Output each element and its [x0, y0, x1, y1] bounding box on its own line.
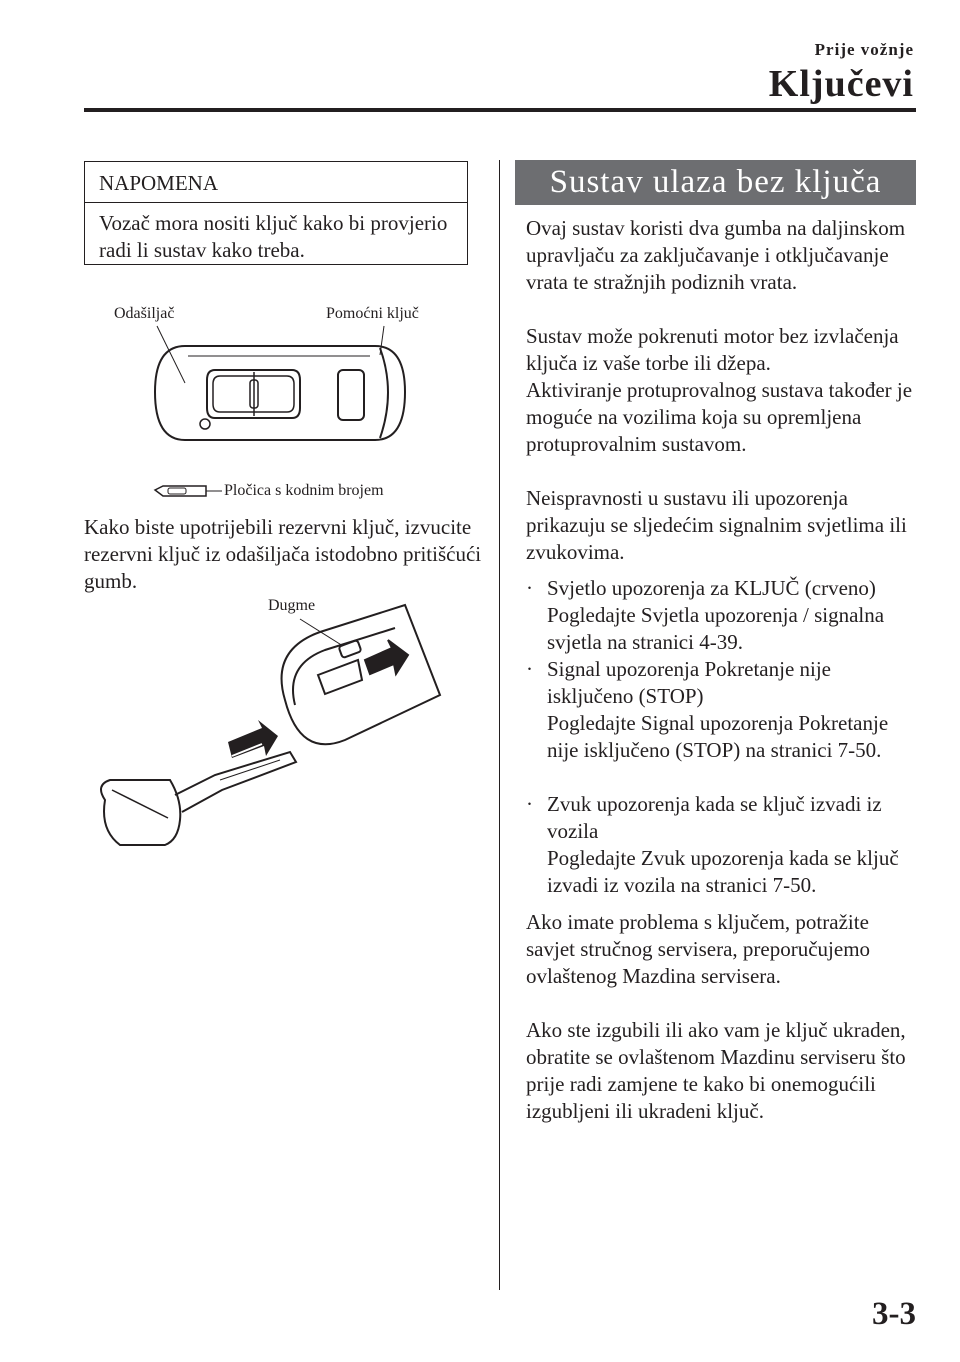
keyless-paragraph-3: Aktiviranje protuprovalnog sustava također je moguće na vozilima koja su opremljena protuprovalnim sustavom. [526, 378, 913, 456]
warning-item-text: Pogledajte Svjetla upozorenja / signalna svjetla na stranici 4-39. [547, 603, 885, 654]
bullet-marker: · [526, 576, 533, 600]
spare-key-instructions: Kako biste upotrijebili rezervni ključ, izvucite rezervni ključ iz odašiljača istodobno pritišćući gumb. [84, 515, 482, 593]
section-name: Prije vožnje [814, 40, 914, 59]
section-heading: Sustav ulaza bez ključa [515, 160, 916, 205]
note-title: NAPOMENA [99, 171, 219, 195]
warning-item-title: Signal upozorenja Pokretanje nije isključeno (STOP) [547, 657, 832, 708]
keyless-paragraph-1: Ovaj sustav koristi dva gumba na daljinskom upravljaču za zaključavanje i otključavanje vrata te stražnjih podiznih vrata. [526, 216, 906, 294]
page-title: Ključevi [768, 63, 914, 105]
warning-item-title: Zvuk upozorenja kada se ključ izvadi iz vozila [547, 792, 882, 843]
note-body: Vozač mora nositi ključ kako bi provjerio radi li sustav kako treba. [99, 211, 448, 262]
keyless-paragraph-4: Neispravnosti u sustavu ili upozorenja prikazuju se sljedećim signalnim svjetlima ili zvukovima. [526, 486, 907, 564]
keyless-paragraph-6: Ako ste izgubili ili ako vam je ključ ukraden, obratite se ovlaštenom Mazdinu serviseru što prije radi zamjene te kako bi onemogućili izgubljeni ili ukradeni ključ. [526, 1018, 906, 1123]
bullet-marker: · [526, 657, 533, 681]
keyless-paragraph-2: Sustav može pokrenuti motor bez izvlačenja ključa iz vaše torbe ili džepa. [526, 324, 899, 375]
keyless-paragraph-5: Ako imate problema s ključem, potražite savjet stručnog servisera, preporučujemo ovlaštenog Mazdina servisera. [526, 910, 871, 988]
page-number: 3-3 [872, 1296, 916, 1332]
warning-item-text: Pogledajte Signal upozorenja Pokretanje nije isključeno (STOP) na stranici 7-50. [547, 711, 889, 762]
aux-key-label: Pomoćni ključ [326, 305, 419, 322]
warning-list-item [526, 575, 916, 656]
button-label: Dugme [268, 597, 316, 614]
bullet-marker: · [526, 792, 533, 816]
transmitter-label: Odašiljač [114, 305, 175, 322]
warning-item-title: Svjetlo upozorenja za KLJUČ (crveno) [547, 576, 876, 600]
warning-item-text: Pogledajte Zvuk upozorenja kada se ključ izvadi iz vozila na stranici 7-50. [547, 846, 899, 897]
warning-list-item [526, 656, 916, 764]
code-plate-label: Pločica s kodnim brojem [224, 482, 384, 499]
warning-list-item [526, 791, 916, 899]
